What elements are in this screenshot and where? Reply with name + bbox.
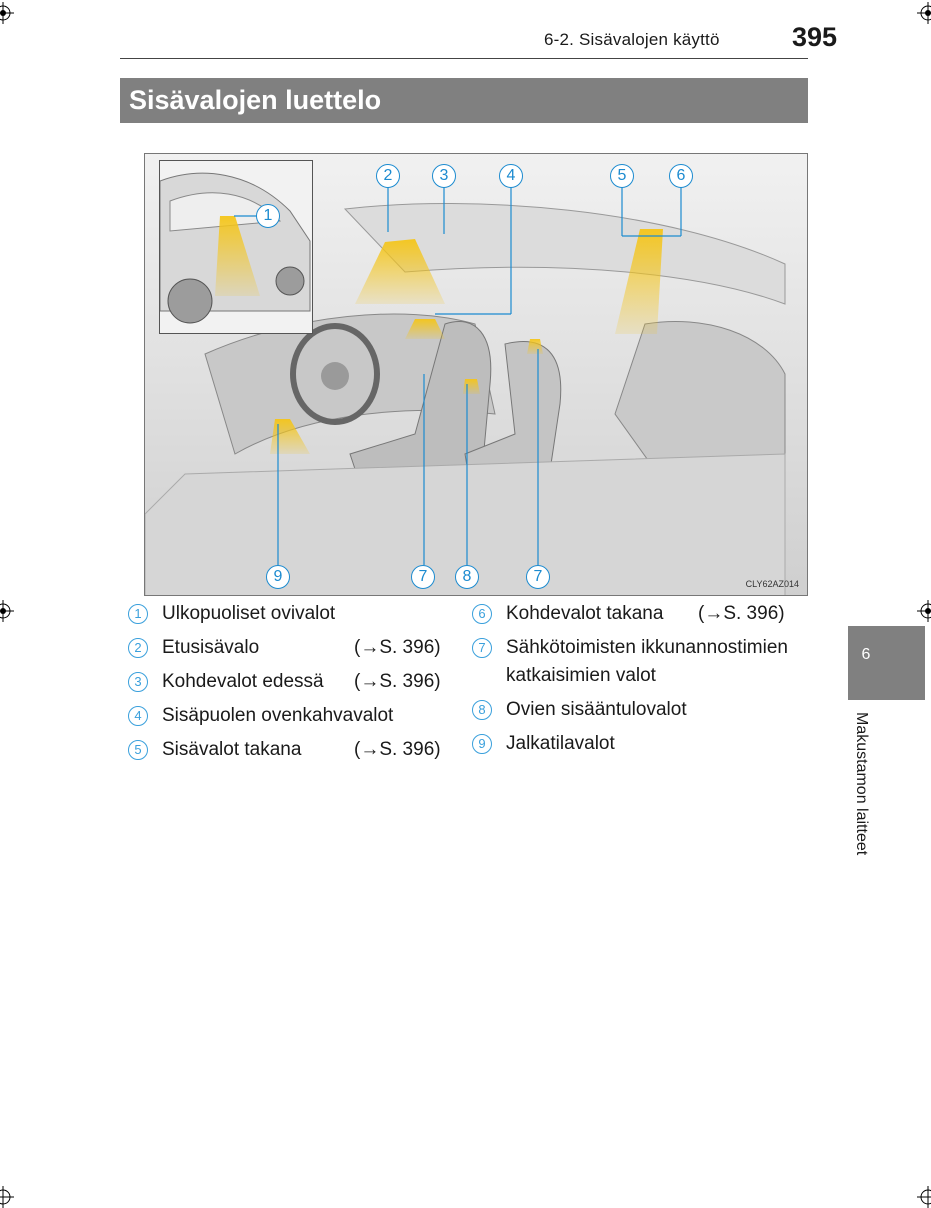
chapter-number: 6 — [861, 646, 871, 663]
legend-number: 9 — [472, 734, 492, 754]
callout-8: 8 — [455, 565, 479, 589]
legend-label: Etusisävalo — [162, 637, 260, 658]
page-number: 395 — [792, 22, 838, 52]
chapter-tab — [848, 626, 925, 700]
legend-item-7 — [472, 634, 802, 690]
legend-number: 4 — [128, 706, 148, 726]
legend-label: Kohdevalot takana — [506, 603, 664, 624]
section-title: Sisävalojen luettelo — [120, 78, 808, 123]
legend-label: Jalkatilavalot — [506, 733, 615, 754]
page-reference: (→S. 396) — [354, 739, 441, 760]
figure-code: CLY62AZ014 — [745, 579, 799, 589]
legend-label: Sähkötoimisten ikkunannostimien — [506, 637, 788, 658]
callout-2: 2 — [376, 164, 400, 188]
legend-number: 1 — [128, 604, 148, 624]
legend-number: 8 — [472, 700, 492, 720]
legend-label-line-2: katkaisimien valot — [506, 665, 656, 686]
legend-label: Ovien sisääntulovalot — [506, 699, 687, 720]
registration-mark-icon — [917, 2, 931, 24]
legend-number: 5 — [128, 740, 148, 760]
chapter-label: Makustamon laitteet — [853, 712, 870, 856]
legend-label: Sisäpuolen ovenkahvavalot — [162, 705, 394, 726]
legend-label: Kohdevalot edessä — [162, 671, 324, 692]
header-divider — [120, 58, 808, 59]
page-reference: (→S. 396) — [698, 603, 785, 624]
legend-number: 2 — [128, 638, 148, 658]
registration-mark-icon — [917, 1186, 931, 1208]
registration-mark-icon — [0, 600, 14, 622]
registration-mark-icon — [917, 600, 931, 622]
page-reference: (→S. 396) — [354, 637, 441, 658]
legend-number: 3 — [128, 672, 148, 692]
exterior-inset — [159, 160, 313, 334]
legend-label: Sisävalot takana — [162, 739, 302, 760]
registration-mark-icon — [0, 2, 14, 24]
legend-number: 6 — [472, 604, 492, 624]
car-exterior-illustration — [160, 161, 312, 333]
callout-3: 3 — [432, 164, 456, 188]
callout-7a: 7 — [411, 565, 435, 589]
legend-number: 7 — [472, 638, 492, 658]
callout-5: 5 — [610, 164, 634, 188]
running-head: 6-2. Sisävalojen käyttö — [544, 30, 720, 49]
callout-4: 4 — [499, 164, 523, 188]
callout-6: 6 — [669, 164, 693, 188]
callout-9: 9 — [266, 565, 290, 589]
callout-7b: 7 — [526, 565, 550, 589]
registration-mark-icon — [0, 1186, 14, 1208]
page-reference: (→S. 396) — [354, 671, 441, 692]
interior-lights-figure — [144, 153, 808, 596]
callout-1: 1 — [256, 204, 280, 228]
legend-label: Ulkopuoliset ovivalot — [162, 603, 336, 624]
